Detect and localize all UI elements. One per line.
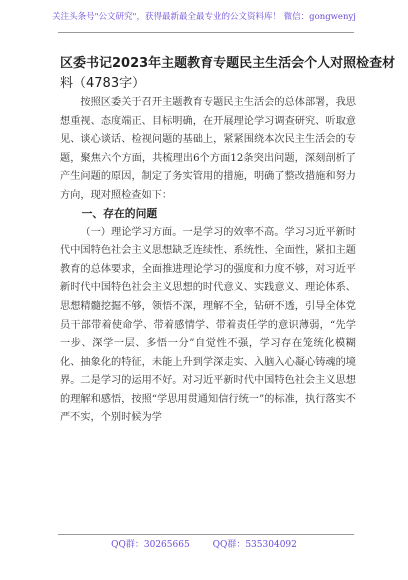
title-line-1: 区委书记2023年主题教育专题民主生活会个人对照检查材 <box>60 56 396 71</box>
header-promo-text: 关注头条号"公文研究"，获得最新最全最专业的公文资料库！ 微信：gongwenyj <box>52 12 356 22</box>
footer-qq-group-2: QQ群：535304092 <box>212 540 297 550</box>
body-paragraph: （一）理论学习方面。一是学习的效率不高。学习习近平新时代中国特色社会主义思想缺乏连续性、系统性、全面性，紧扣主题教育的总体要求，全面推进理论学习的强度和力度不够，对习近平新时代中国特色社会主义思想的时代意义、实践意义、理论体系、思想精髓挖掘不够，领悟不深，理解不全，钻研不透，引导全体党员干部带着使命学、带着感情学、带着责任学的意识薄弱，“先学一步、深学一层、多悟一分”自觉性不强，学习存在笼统化模糊化、抽象化的特征，未能上升到学深走实、入脑入心凝心铸魂的境界。二是学习的运用不好。对习近平新时代中国特色社会主义思想的理解和感悟，按照“学思用贯通知信行统一”的标准，执行落实不严不实，个别时候为学 <box>60 226 356 424</box>
document-title <box>60 54 396 94</box>
section-heading: 一、存在的问题 <box>81 207 158 221</box>
header-divider <box>58 32 354 33</box>
footer-contact <box>0 537 408 550</box>
intro-paragraph: 按照区委关于召开主题教育专题民主生活会的总体部署，我思想重视、态度端正、目标明确，在开展理论学习调查研究、听取意见、谈心谈话、检视问题的基础上，紧紧围绕本次民主生活会的专题，聚焦六个方面，共梳理出6个方面12条突出问题，深刻剖析了产生问题的原因，制定了务实管用的措施，明确了整改措施和努力方向，现对照检查如下： <box>60 97 356 201</box>
document-body <box>60 94 356 428</box>
title-line-2: 料（4783字） <box>60 76 146 91</box>
footer-qq-group-1: QQ群：30265665 <box>111 540 190 550</box>
footer-divider <box>58 534 354 535</box>
